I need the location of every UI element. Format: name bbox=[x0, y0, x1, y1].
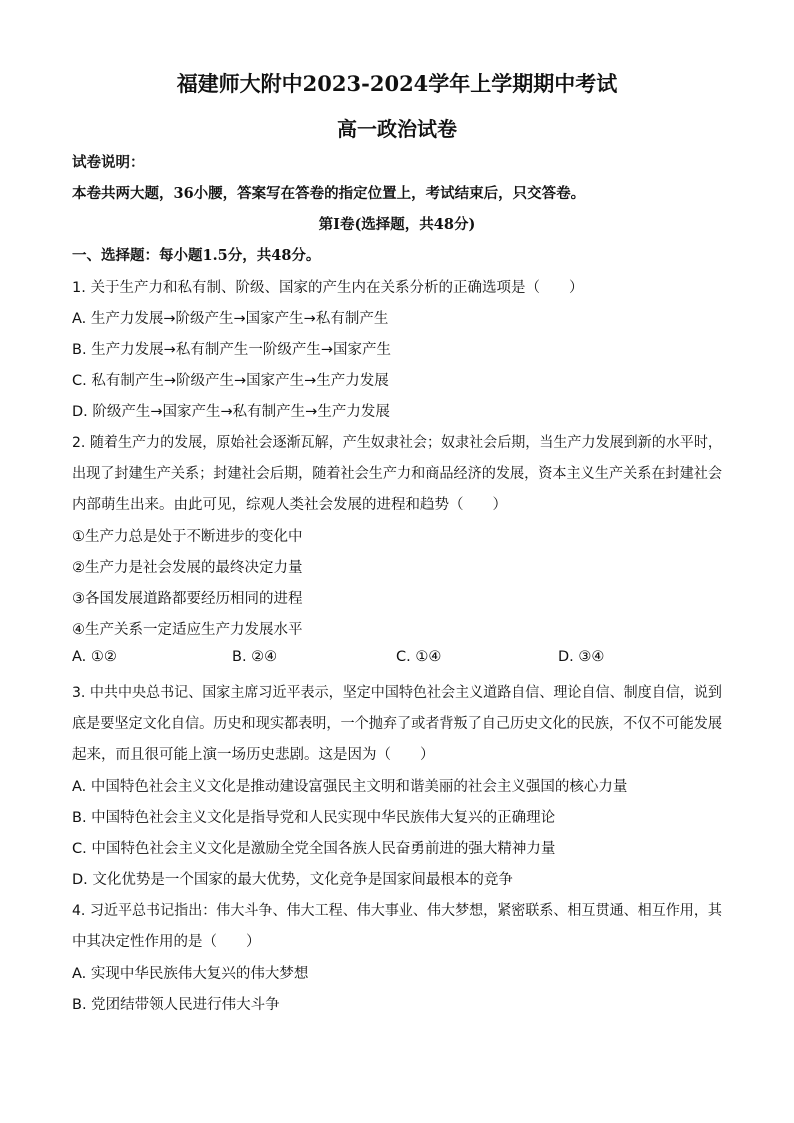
section-heading: 一、选择题：每小题1.5分，共48分。 bbox=[72, 247, 321, 264]
question-2-statement-4: ④生产关系一定适应生产力发展水平 bbox=[72, 622, 303, 638]
question-2-stem-line-3: 内部萌生出来。由此可见，综观人类社会发展的进程和趋势（ ） bbox=[72, 497, 507, 513]
question-1-option-b: B. 生产力发展→私有制产生一阶级产生→国家产生 bbox=[72, 342, 391, 358]
question-2-statement-2: ②生产力是社会发展的最终决定力量 bbox=[72, 560, 303, 576]
question-2-option-d: D. ③④ bbox=[558, 649, 605, 665]
question-3-option-d: D. 文化优势是一个国家的最大优势，文化竞争是国家间最根本的竞争 bbox=[72, 872, 513, 888]
question-3-option-a: A. 中国特色社会主义文化是推动建设富强民主文明和谐美丽的社会主义强国的核心力量 bbox=[72, 779, 628, 795]
question-1-option-a: A. 生产力发展→阶级产生→国家产生→私有制产生 bbox=[72, 311, 389, 327]
question-3-option-c: C. 中国特色社会主义文化是激励全党全国各族人民奋勇前进的强大精神力量 bbox=[72, 841, 556, 857]
question-4-stem-line-2: 中其决定性作用的是（ ） bbox=[72, 934, 261, 950]
question-2-statement-3: ③各国发展道路都要经历相同的进程 bbox=[72, 591, 303, 607]
question-4-stem-line-1: 4. 习近平总书记指出：伟大斗争、伟大工程、伟大事业、伟大梦想，紧密联系、相互贯通、相互作用，其 bbox=[72, 903, 722, 919]
question-1-stem: 1. 关于生产力和私有制、阶级、国家的产生内在关系分析的正确选项是（ ） bbox=[72, 280, 584, 296]
question-3-stem-line-3: 起来，而且很可能上演一场历史悲剧。这是因为（ ） bbox=[72, 747, 435, 763]
question-1-option-d: D. 阶级产生→国家产生→私有制产生→生产力发展 bbox=[72, 404, 390, 420]
question-3-stem-line-2: 底是要坚定文化自信。历史和现实都表明，一个抛弃了或者背叛了自己历史文化的民族，不仅不可能发展 bbox=[72, 716, 722, 732]
question-4-option-b: B. 党团结带领人民进行伟大斗争 bbox=[72, 997, 280, 1013]
question-2-statement-1: ①生产力总是处于不断进步的变化中 bbox=[72, 529, 303, 545]
question-1-option-c: C. 私有制产生→阶级产生→国家产生→生产力发展 bbox=[72, 373, 389, 389]
question-2-stem-line-2: 出现了封建生产关系；封建社会后期，随着社会生产力和商品经济的发展，资本主义生产关系在封建社会 bbox=[72, 466, 722, 482]
question-2-option-a: A. ①② bbox=[72, 649, 117, 665]
instructions-text: 本卷共两大题，36小腰，答案写在答卷的指定位置上，考试结束后，只交答卷。 bbox=[72, 185, 586, 202]
question-2-option-b: B. ②④ bbox=[232, 649, 278, 665]
question-4-option-a: A. 实现中华民族伟大复兴的伟大梦想 bbox=[72, 966, 309, 982]
part-title: 第Ⅰ卷(选择题，共48分) bbox=[318, 216, 476, 233]
question-3-stem-line-1: 3. 中共中央总书记、国家主席习近平表示，坚定中国特色社会主义道路自信、理论自信、制度自信，说到 bbox=[72, 685, 722, 701]
instructions-heading: 试卷说明： bbox=[72, 154, 145, 171]
question-2-option-c: C. ①④ bbox=[396, 649, 442, 665]
question-3-option-b: B. 中国特色社会主义文化是指导党和人民实现中华民族伟大复兴的正确理论 bbox=[72, 810, 556, 826]
exam-title: 福建师大附中2023-2024学年上学期期中考试 bbox=[176, 71, 618, 96]
question-2-stem-line-1: 2. 随着生产力的发展，原始社会逐渐瓦解，产生奴隶社会；奴隶社会后期，当生产力发展到新的水平时， bbox=[72, 435, 722, 451]
exam-subtitle: 高一政治试卷 bbox=[337, 117, 457, 141]
